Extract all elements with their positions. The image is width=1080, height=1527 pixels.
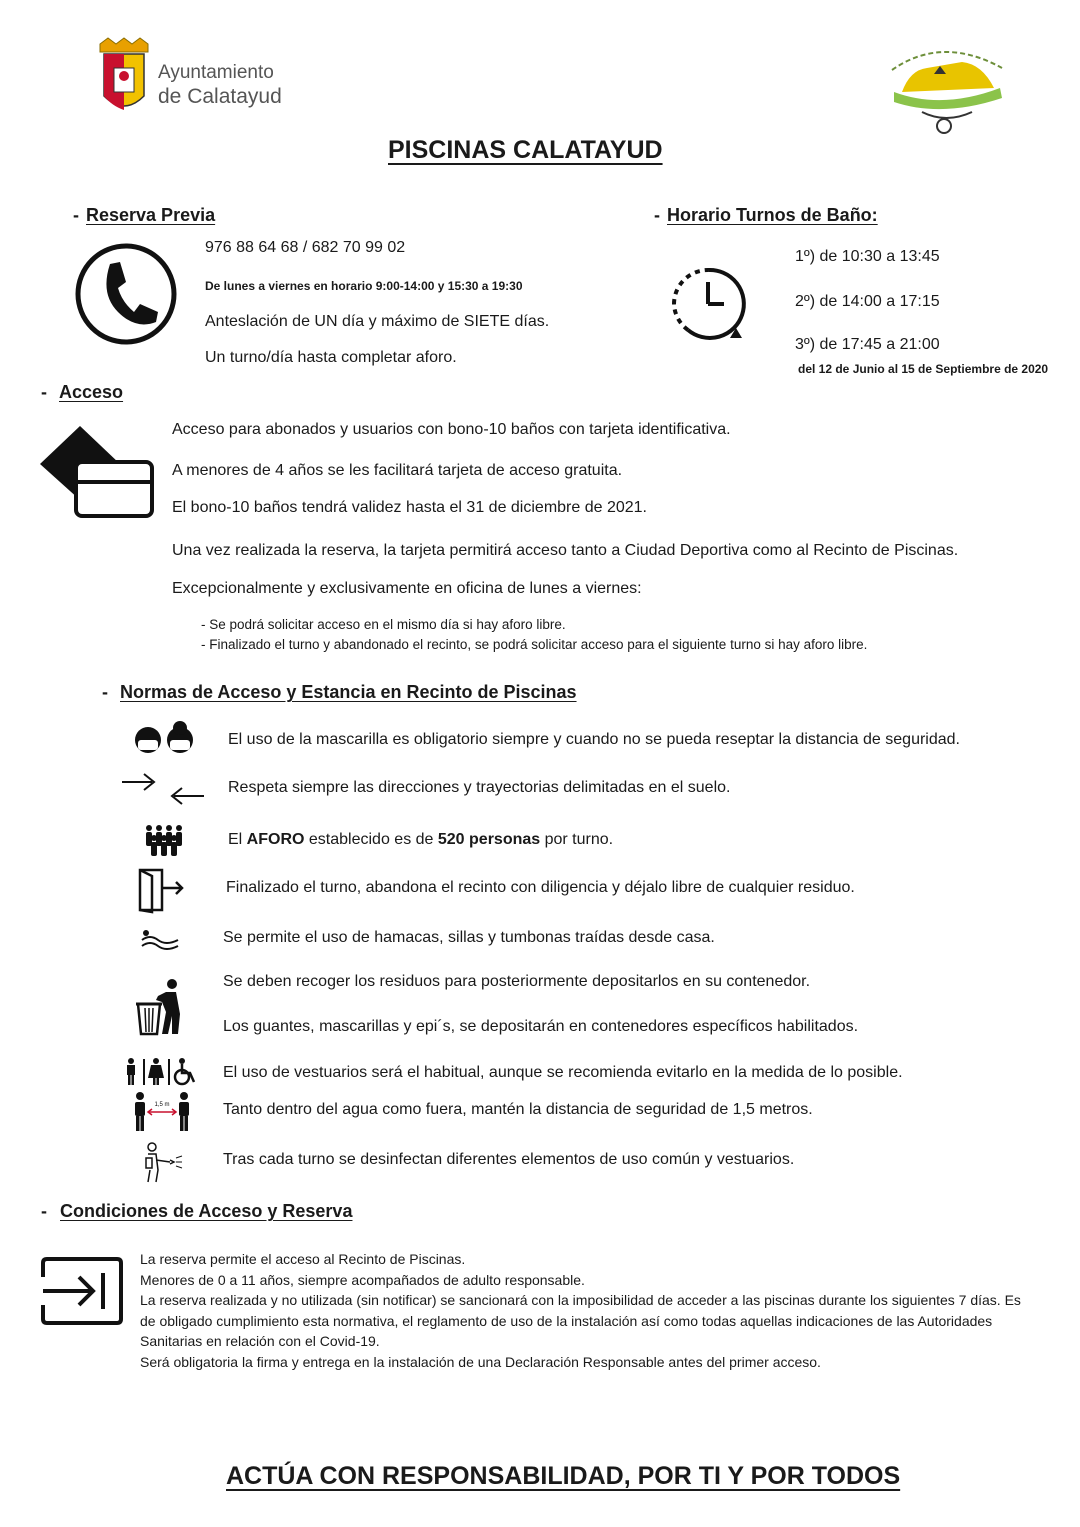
norma-hamacas: Se permite el uso de hamacas, sillas y tumbonas traídas desde casa. (223, 929, 715, 946)
footer-slogan: ACTÚA CON RESPONSABILIDAD, POR TI Y POR TODOS (226, 1462, 901, 1490)
coat-of-arms-icon (94, 38, 154, 118)
turno-1: 1º) de 10:30 a 13:45 (795, 248, 940, 265)
social-distance-icon (132, 1092, 192, 1132)
condiciones-heading: Condiciones de Acceso y Reserva (60, 1201, 353, 1221)
disinfection-sprayer-icon (144, 1142, 184, 1184)
acceso-line-1: Acceso para abonados y usuarios con bono-10 baños con tarjeta identificativa. (172, 421, 731, 438)
sunbed-icon (140, 928, 180, 950)
distance-label: 1,5 m (154, 1102, 170, 1108)
acceso-line-2: A menores de 4 años se les facilitará tarjeta de acceso gratuita. (172, 462, 623, 479)
condiciones-dash: - (41, 1201, 47, 1221)
restroom-icon (124, 1058, 200, 1086)
reserva-heading: Reserva Previa (86, 205, 216, 225)
norma-guantes: Los guantes, mascarillas y epi´s, se depositarán en contenedores específicos habilitados. (223, 1018, 859, 1035)
normas-dash: - (102, 682, 108, 702)
phone-icon (74, 242, 178, 346)
exit-door-icon (138, 868, 186, 914)
horario-dash: - (654, 205, 660, 225)
acceso-line-5: Excepcionalmente y exclusivamente en oficina de lunes a viernes: (172, 580, 642, 597)
aforo-pre: El (228, 831, 247, 848)
acceso-sub-1: - Se podrá solicitar acceso en el mismo día si hay aforo libre. (201, 617, 566, 632)
turno-3: 3º) de 17:45 a 21:00 (795, 336, 940, 353)
reserva-hours: De lunes a viernes en horario 9:00-14:00 y 15:30 a 19:30 (205, 279, 523, 293)
condiciones-line-5: Sanitarias en relación con el Covid-19. (140, 1333, 380, 1349)
horario-period: del 12 de Junio al 15 de Septiembre de 2020 (798, 362, 1049, 376)
turno-2: 2º) de 14:00 a 17:15 (795, 293, 940, 310)
acceso-dash: - (41, 382, 47, 402)
reserva-dash: - (73, 205, 79, 225)
condiciones-line-2: Menores de 0 a 11 años, siempre acompañados de adulto responsable. (140, 1272, 585, 1288)
horario-heading: Horario Turnos de Baño: (667, 205, 878, 225)
aforo-post: por turno. (540, 831, 614, 848)
acceso-sub-2: - Finalizado el turno y abandonado el recinto, se podrá solicitar acceso para el siguiente turno si hay aforo libre. (201, 637, 868, 652)
norma-desinfeccion: Tras cada turno se desinfectan diferentes elementos de uso común y vestuarios. (223, 1151, 795, 1168)
reserva-phone: 976 88 64 68 / 682 70 99 02 (205, 239, 406, 256)
aforo-bold: AFORO (246, 831, 305, 848)
logo-line-2: de Calatayud (158, 85, 282, 108)
norma-exit: Finalizado el turno, abandona el recinto con diligencia y déjalo libre de cualquier residuo. (226, 879, 855, 896)
acceso-line-4: Una vez realizada la reserva, la tarjeta permitirá acceso tanto a Ciudad Deportiva como al Recinto de Piscinas. (172, 542, 959, 559)
ayuntamiento-logo (94, 38, 294, 118)
acceso-line-3: El bono-10 baños tendrá validez hasta el 31 de diciembre de 2021. (172, 499, 647, 516)
login-enter-icon (41, 1257, 123, 1325)
reserva-turn: Un turno/día hasta completar aforo. (205, 349, 457, 366)
condiciones-line-6: Será obligatoria la firma y entrega en la instalación de una Declaración Responsable antes del primer acceso. (140, 1354, 821, 1370)
sports-service-logo (882, 40, 1012, 140)
normas-heading: Normas de Acceso y Estancia en Recinto de Piscinas (120, 682, 577, 702)
norma-directions: Respeta siempre las direcciones y trayectorias delimitadas en el suelo. (228, 779, 731, 796)
norma-aforo (228, 830, 613, 850)
condiciones-line-3: La reserva realizada y no utilizada (sin notificar) se sancionará con la imposibilidad de acceder a las piscinas durante los siguientes 7 días. Es (140, 1292, 1021, 1308)
crowd-icon (144, 823, 184, 857)
mask-icon (134, 720, 196, 760)
clock-icon (668, 264, 748, 344)
litter-bin-icon (134, 978, 184, 1036)
logo-line-1: Ayuntamiento (158, 62, 274, 83)
acceso-heading: Acceso (59, 382, 124, 402)
page-title: PISCINAS CALATAYUD (388, 136, 663, 164)
access-card-icon (38, 424, 154, 518)
aforo-people: 520 personas (437, 831, 541, 848)
directions-arrows-icon (120, 768, 206, 808)
norma-vestuarios: El uso de vestuarios será el habitual, aunque se recomienda evitarlo en la medida de lo posible. (223, 1064, 903, 1081)
condiciones-line-1: La reserva permite el acceso al Recinto de Piscinas. (140, 1251, 466, 1267)
norma-residuos: Se deben recoger los residuos para posteriormente depositarlos en su contenedor. (223, 973, 811, 990)
norma-distancia: Tanto dentro del agua como fuera, mantén la distancia de seguridad de 1,5 metros. (223, 1101, 813, 1118)
condiciones-line-4: de obligado cumplimiento esta normativa, el reglamento de uso de la instalación así como todas aquellas indicaciones de las Autoridades (140, 1313, 993, 1329)
norma-mask: El uso de la mascarilla es obligatorio siempre y cuando no se pueda reseptar la distancia de seguridad. (228, 731, 960, 748)
aforo-mid: establecido es de (304, 831, 438, 848)
reserva-advance: Anteslación de UN día y máximo de SIETE días. (205, 313, 550, 330)
